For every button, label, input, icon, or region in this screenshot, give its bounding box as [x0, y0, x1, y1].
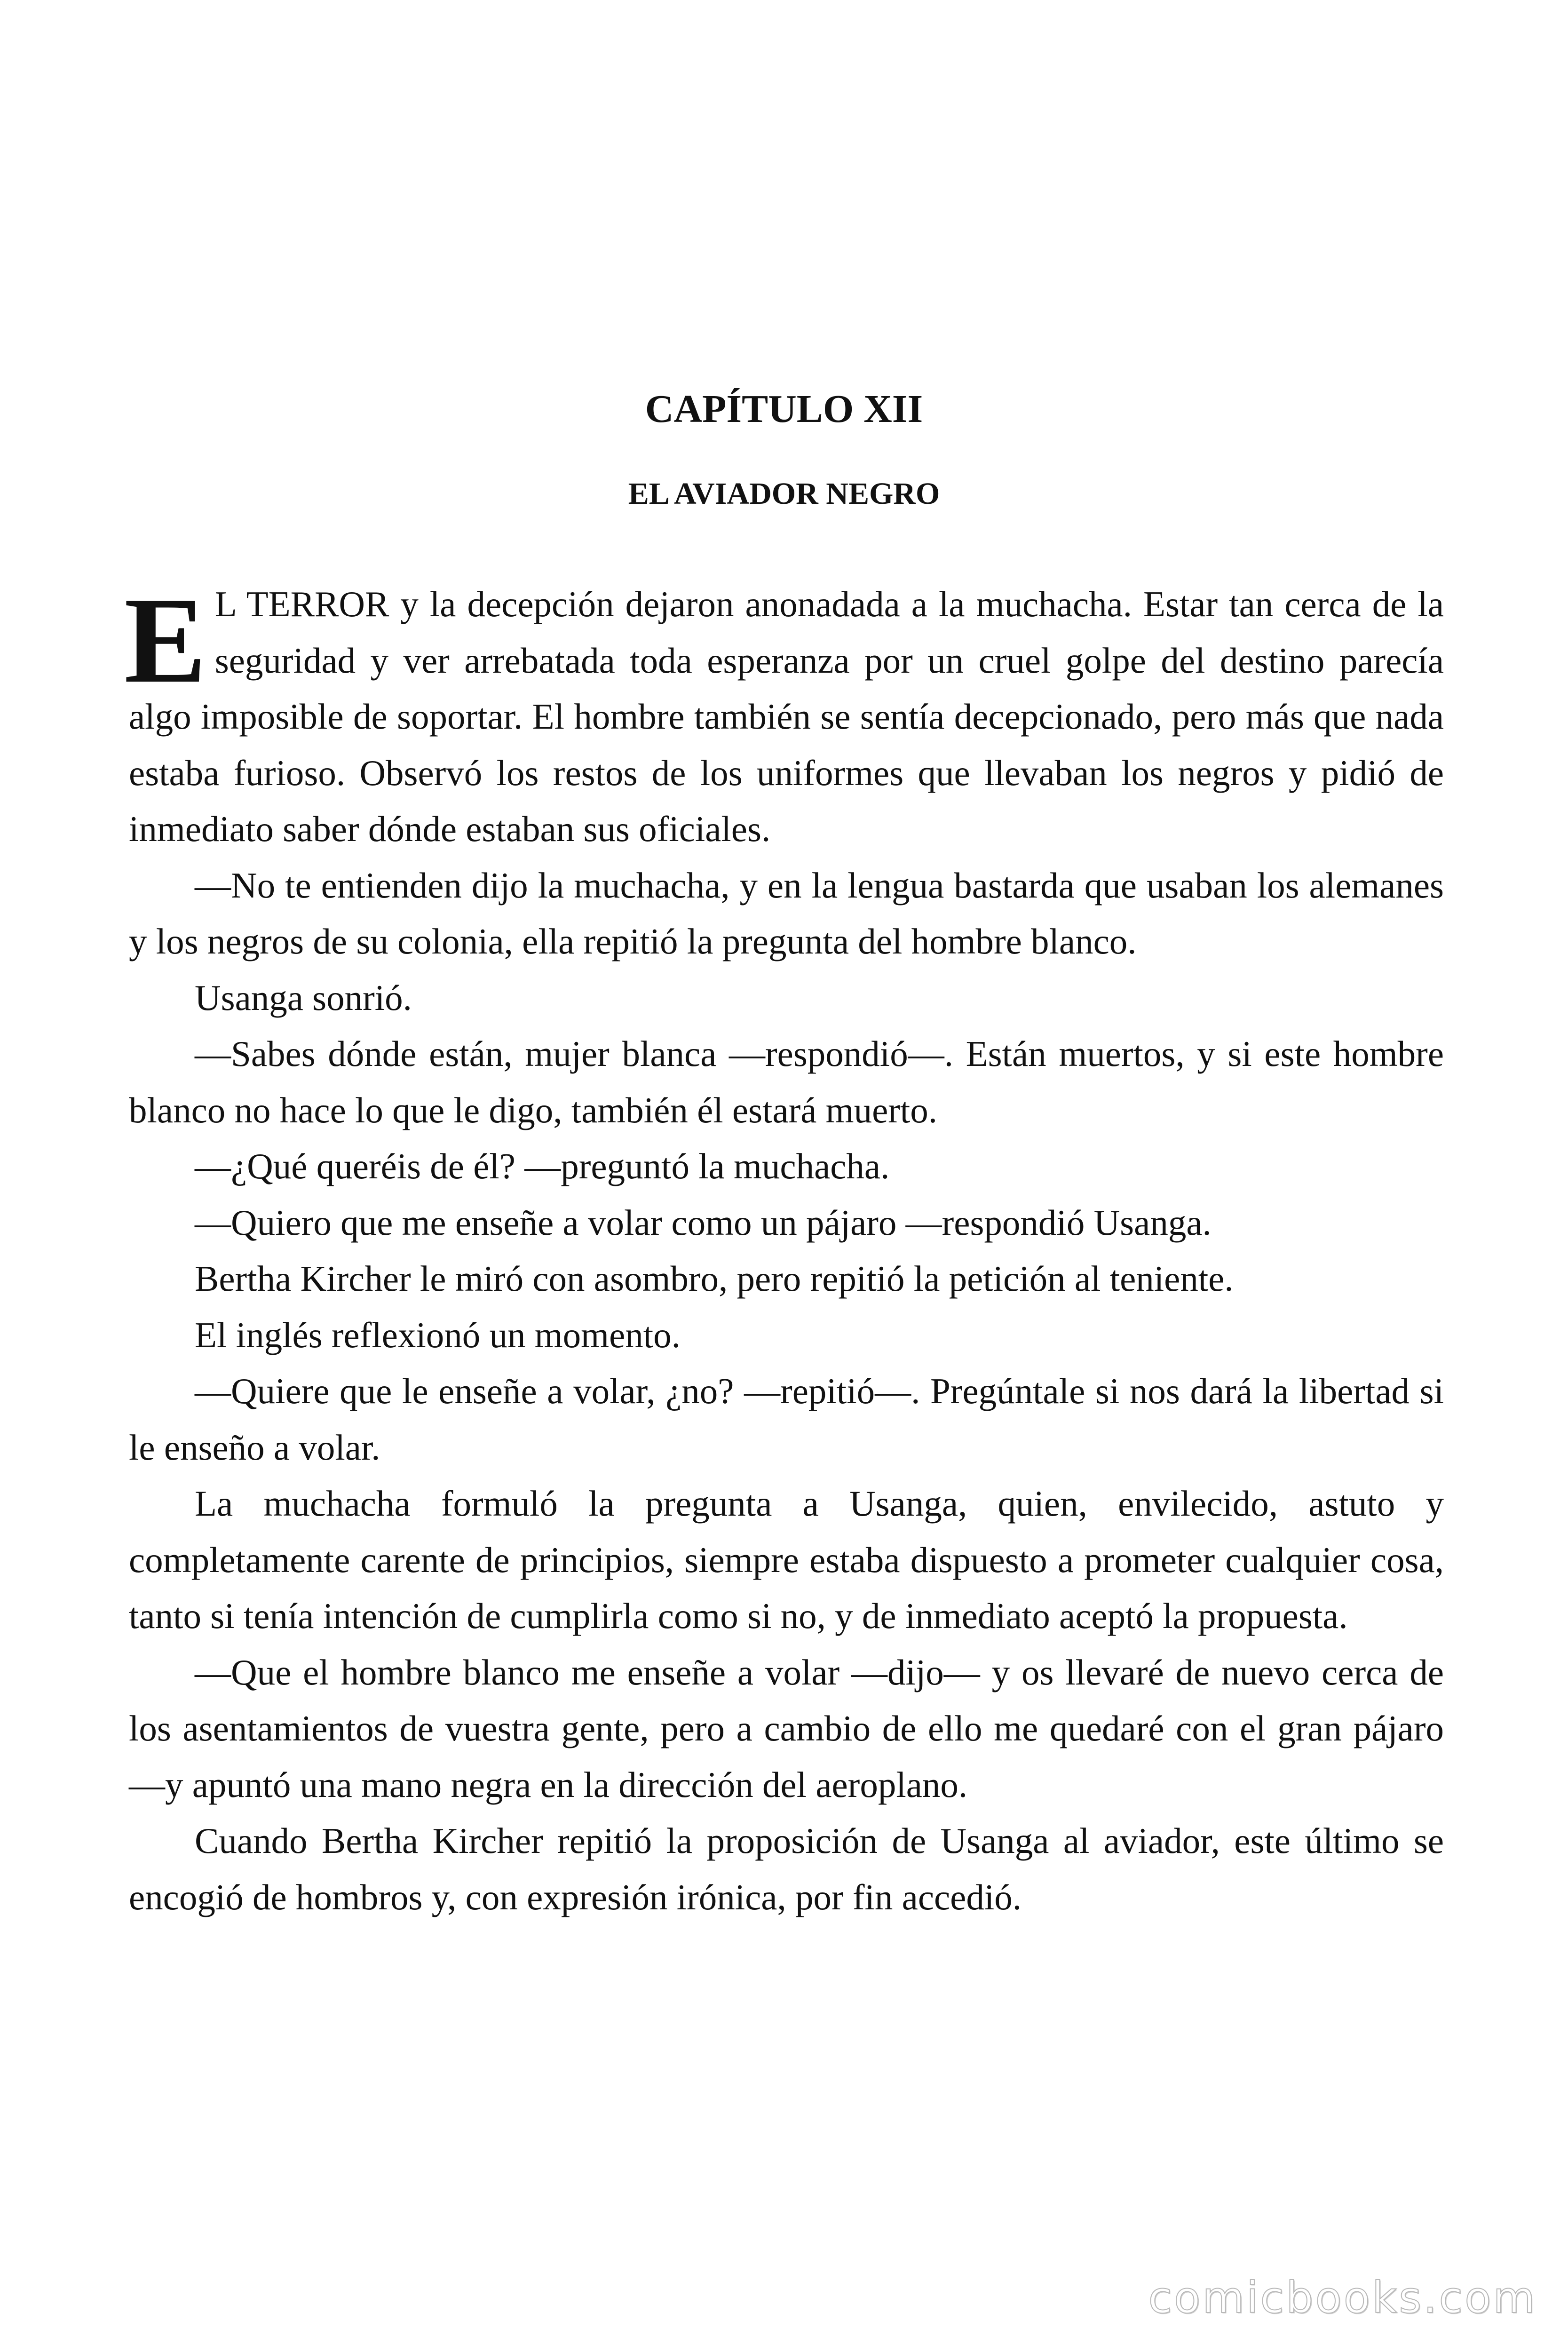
drop-cap: E	[124, 572, 206, 708]
paragraph-7: Bertha Kircher le miró con asombro, pero repitió la petición al teniente.	[195, 1258, 1234, 1299]
paragraph-1	[124, 572, 1444, 858]
chapter-title: CAPÍTULO XII	[645, 387, 923, 431]
paragraph-11: —Que el hombre blanco me enseñe a volar —dijo— y os llevaré de nuevo cerca de los asentamientos de vuestra gente, pero a cambio de ello me quedaré con el gran pájaro —y apuntó una mano negra en la dirección del aeroplano.	[129, 1652, 1444, 1805]
paragraph-4: —Sabes dónde están, mujer blanca —respondió—. Están muertos, y si este hombre blanco no hace lo que le digo, también él estará muerto.	[129, 1033, 1444, 1130]
site-watermark: comicbooks.com	[1148, 2273, 1537, 2323]
chapter-body	[124, 572, 1444, 1925]
paragraph-3: Usanga sonrió.	[195, 977, 412, 1018]
paragraph-8: El inglés reflexionó un momento.	[195, 1314, 681, 1355]
paragraph-12: Cuando Bertha Kircher repitió la proposición de Usanga al aviador, este último se encogió de hombros y, con expresión irónica, por fin accedió.	[129, 1820, 1444, 1917]
paragraph-9: —Quiere que le enseñe a volar, ¿no? —repitió—. Pregúntale si nos dará la libertad si le enseño a volar.	[129, 1371, 1444, 1468]
paragraph-5: —¿Qué queréis de él? —preguntó la muchacha.	[195, 1146, 890, 1186]
paragraph-6: —Quiero que me enseñe a volar como un pájaro —respondió Usanga.	[195, 1202, 1212, 1243]
paragraph-2: —No te entienden dijo la muchacha, y en la lengua bastarda que usaban los alemanes y los negros de su colonia, ella repitió la pregunta del hombre blanco.	[129, 865, 1444, 961]
chapter-subtitle: EL AVIADOR NEGRO	[628, 477, 940, 511]
paragraph-10: La muchacha formuló la pregunta a Usanga, quien, envilecido, astuto y completamente carente de principios, siempre estaba dispuesto a prometer cualquier cosa, tanto si tenía intención de cumplirla como si no, y de inmediato aceptó la propuesta.	[129, 1483, 1444, 1636]
paragraph-1-text: L TERROR y la decepción dejaron anonadada a la muchacha. Estar tan cerca de la seguridad y ver arrebatada toda esperanza por un cruel golpe del destino parecía algo imposible de soportar. El hombre también se sentía decepcionado, pero más que nada estaba furioso. Observó los restos de los uniformes que llevaban los negros y pidió de inmediato saber dónde estaban sus oficiales.	[129, 584, 1444, 849]
